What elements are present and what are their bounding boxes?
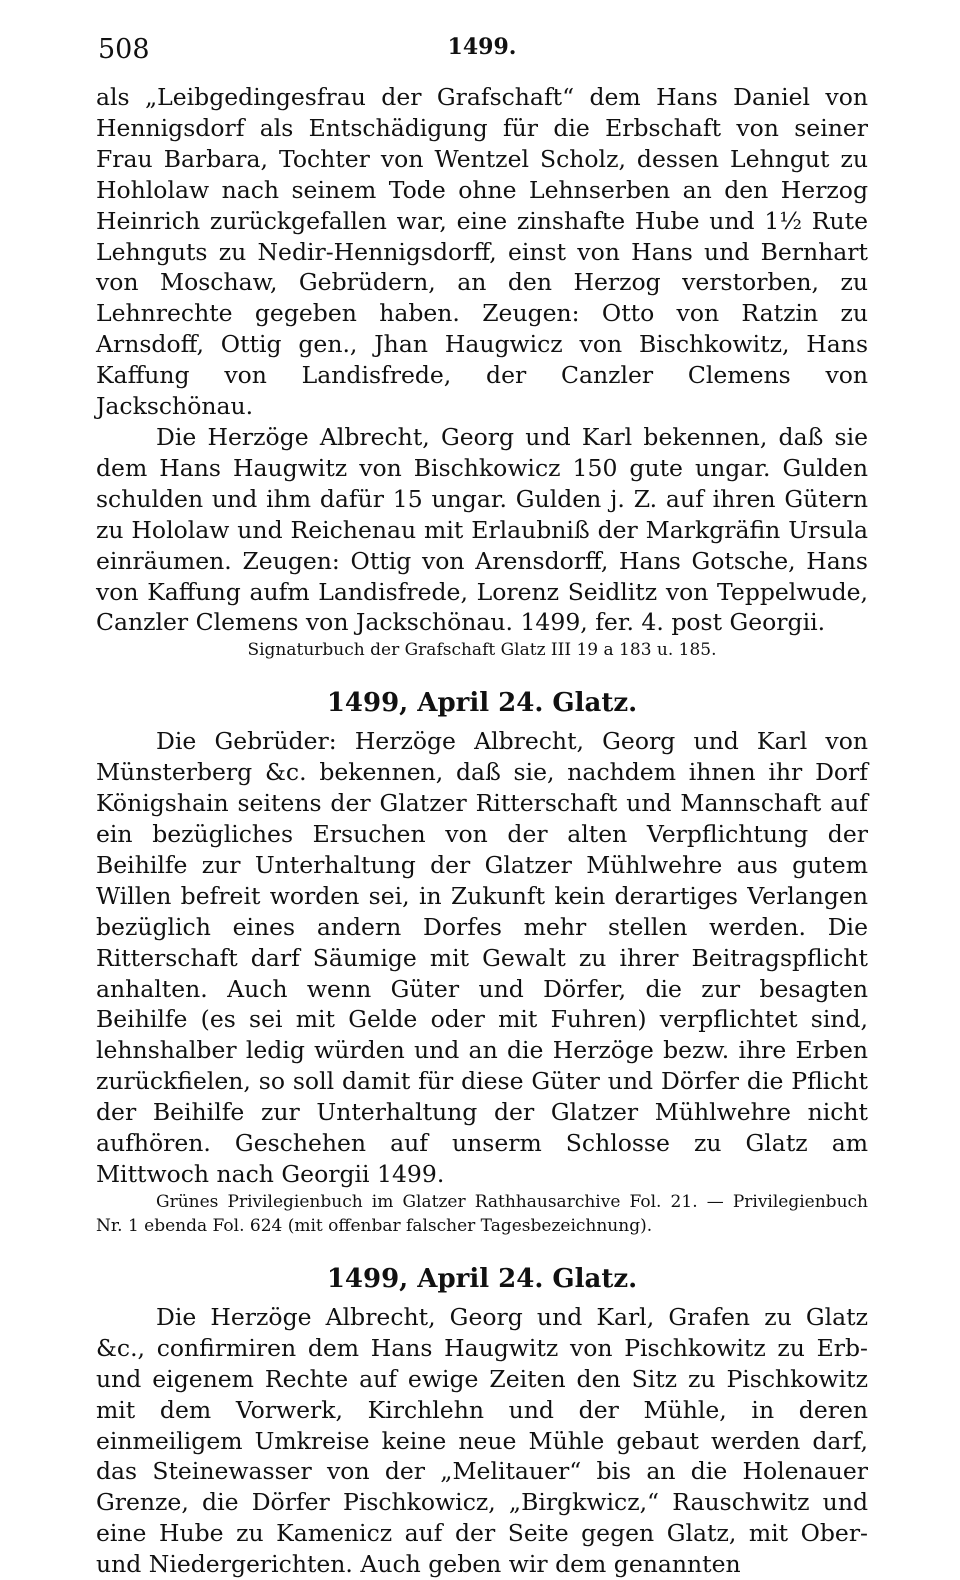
entry-text: Die Herzöge Albrecht, Georg und Karl, Grafen zu Glatz &c., confirmiren dem Hans Haugwitz von Pischkowitz zu Erb- und eigenem Rechte auf ewige Zeiten den Sitz zu Pischkowitz mit dem Vorwerk, Kirchlehn und der Mühle, in deren einmeiligem Umkreise keine neue Mühle gebaut werden darf, das Steinewasser von der „Melitauer“ bis an die Holenauer Grenze, die Dörfer Pischkowicz, „Birgkwicz,“ Rauschwitz und eine Hube zu Kamenicz auf der Seite gegen Glatz, mit Ober- und Niedergerichten. Auch geben wir dem genannten bbox=[96, 1302, 868, 1579]
page-header bbox=[96, 30, 868, 82]
running-head-year: 1499. bbox=[447, 34, 517, 60]
source-citation: Grünes Privilegienbuch im Glatzer Rathhausarchive Fol. 21. — Privilegienbuch Nr. 1 ebenda Fol. 624 (mit offenbar falscher Tagesbezeichnung). bbox=[96, 1191, 868, 1236]
source-citation: Signaturbuch der Grafschaft Glatz III 19 a 183 u. 185. bbox=[247, 640, 717, 661]
document-page bbox=[96, 30, 868, 1580]
page-number: 508 bbox=[98, 34, 150, 65]
entry-heading: 1499, April 24. Glatz. bbox=[326, 1263, 638, 1294]
entry-text: Die Gebrüder: Herzöge Albrecht, Georg und Karl von Münsterberg &c. bekennen, daß sie, nachdem ihnen ihr Dorf Königshain seitens der Glatzer Ritterschaft und Mannschaft auf ein bezügliches Ersuchen von der alten Verpflichtung der Beihilfe zur Unterhaltung der Glatzer Mühlwehre aus gutem Willen befreit worden sei, in Zukunft kein derartiges Verlangen bezüglich eines andern Dorfes mehr stellen werden. Die Ritterschaft darf Säumige mit Gewalt zu ihrer Beitragspflicht anhalten. Auch wenn Güter und Dörfer, die zur besagten Beihilfe (es sei mit Gelde oder mit Fuhren) verpflichtet sind, lehnshalber ledig würden und an die Herzöge bezw. ihre Erben zurückfielen, so soll damit für diese Güter und Dörfer die Pflicht der Beihilfe zur Unterhaltung der Glatzer Mühlwehre nicht aufhören. Geschehen auf unserm Schlosse zu Glatz am Mittwoch nach Georgii 1499. bbox=[96, 727, 868, 1188]
entry-heading: 1499, April 24. Glatz. bbox=[326, 688, 638, 719]
charter-summary-paragraph: Die Herzöge Albrecht, Georg und Karl bekennen, daß sie dem Hans Haugwitz von Bischkowicz 150 gute ungar. Gulden schulden und ihm dafür 15 ungar. Gulden j. Z. auf ihren Gütern zu Hololaw und Reichenau mit Erlaubniß der Markgräfin Ursula einräumen. Zeugen: Ottig von Arensdorff, Hans Gotsche, Hans von Kaffung aufm Landisfrede, Lorenz Seidlitz von Teppelwude, Canzler Clemens von Jackschönau. 1499, fer. 4. post Georgii. bbox=[96, 422, 868, 637]
intro-paragraph: als „Leibgedingesfrau der Grafschaft“ dem Hans Daniel von Hennigsdorf als Entschädigung für die Erbschaft von seiner Frau Barbara, Tochter von Wentzel Scholz, dessen Lehngut zu Hohlolaw nach seinem Tode ohne Lehnserben an den Herzog Heinrich zurückgefallen war, eine zinshafte Hube und 1½ Rute Lehnguts zu Nedir-Hennigsdorff, einst von Hans und Bernhart von Moschaw, Gebrüdern, an den Herzog verstorben, zu Lehnrechte gegeben haben. Zeugen: Otto von Ratzin zu Arnsdoff, Ottig gen., Jhan Haugwicz von Bischkowitz, Hans Kaffung von Landisfrede, der Canzler Clemens von Jackschönau. bbox=[96, 83, 868, 421]
